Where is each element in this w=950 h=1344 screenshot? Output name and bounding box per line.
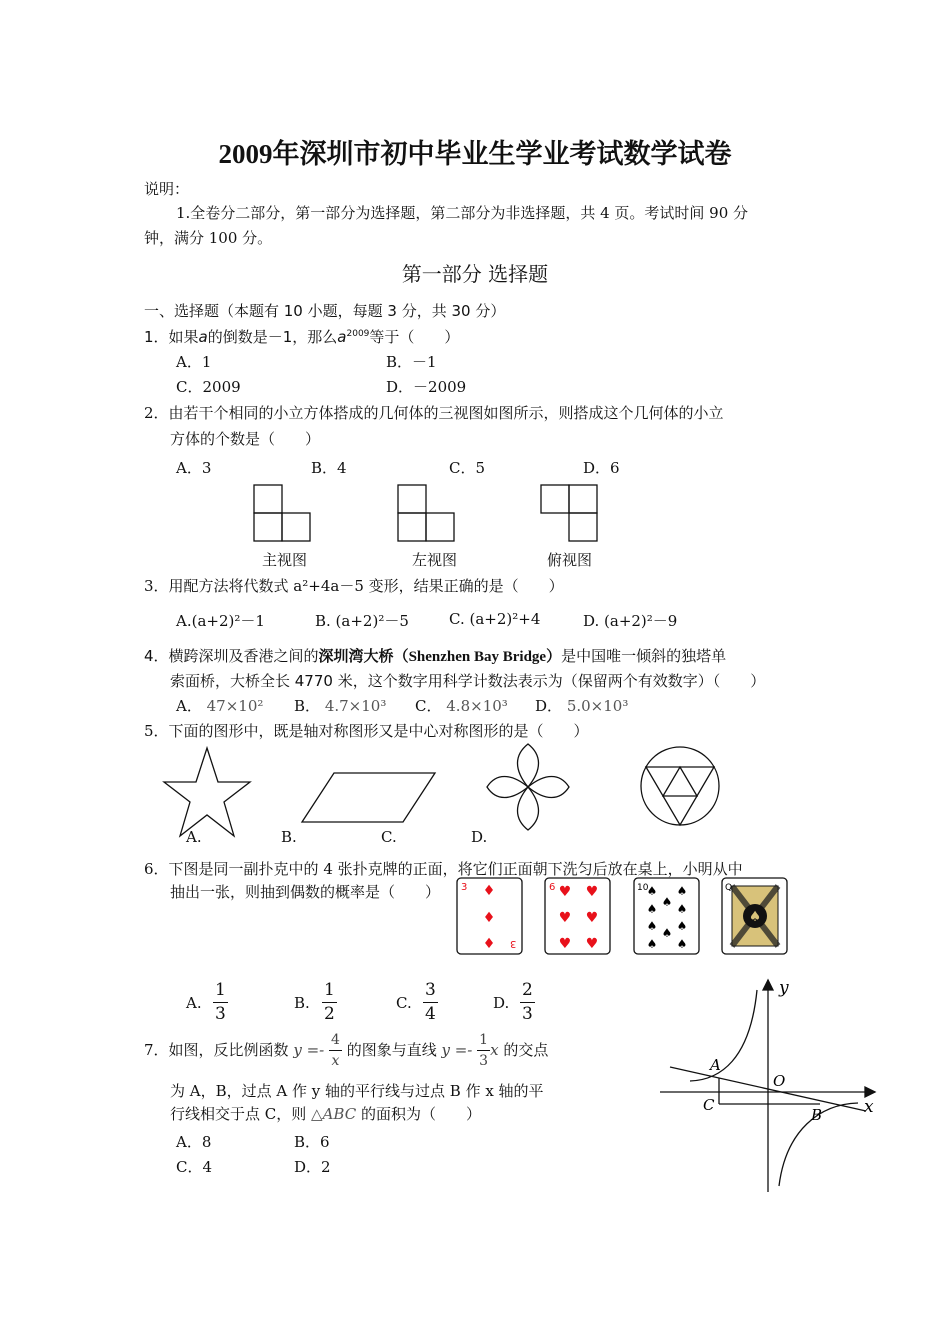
q2-line2: 方体的个数是（ ） <box>170 430 321 448</box>
q6-option-d-label: D. <box>493 994 510 1012</box>
svg-text:♦: ♦ <box>482 910 496 926</box>
instructions-heading: 说明： <box>144 180 190 198</box>
q5-label-c: C. <box>381 828 397 846</box>
q4-option-b: B． 4.7×10³ <box>294 697 387 715</box>
section1-header: 一、选择题（本题有 10 小题，每题 3 分，共 30 分） <box>144 302 506 320</box>
q6-option-a-label: A. <box>186 994 202 1012</box>
svg-text:♥: ♥ <box>585 884 599 900</box>
svg-text:♠: ♠ <box>646 937 658 951</box>
card-4-rank: Q <box>725 883 733 893</box>
q4-option-d: D． 5.0×10³ <box>535 697 629 715</box>
q1-option-a: A．1 <box>176 353 212 371</box>
q7-option-c: C．4 <box>176 1158 213 1176</box>
q2-view-left-label: 左视图 <box>412 551 458 569</box>
point-c-label: C <box>703 1096 715 1114</box>
q1-option-c: C．2009 <box>176 378 241 396</box>
q4-line2: 索面桥，大桥全长 4770 米，这个数字用科学计数法表示为（保留两个有效数字）（ ） <box>170 672 766 690</box>
q3-stem: 3．用配方法将代数式 a²+4a－5 变形，结果正确的是（ ） <box>144 577 564 595</box>
svg-text:♠: ♠ <box>676 884 688 898</box>
q5-label-d: D. <box>471 828 488 846</box>
q5-stem: 5．下面的图形中，既是轴对称图形又是中心对称图形的是（ ） <box>144 722 589 740</box>
q3-option-b: B. (a+2)²－5 <box>315 612 409 630</box>
q7-option-a: A．8 <box>176 1133 212 1151</box>
svg-text:♠: ♠ <box>676 919 688 933</box>
q4-option-a: A． 47×10² <box>176 697 264 715</box>
svg-text:♥: ♥ <box>558 910 572 926</box>
y-axis-label: y <box>779 978 789 998</box>
q6-option-c-fraction: $\frac{3}{4}$ <box>425 980 436 1024</box>
q7-option-d: D．2 <box>294 1158 331 1176</box>
q7-option-b: B．6 <box>294 1133 330 1151</box>
instructions-line2: 钟，满分 100 分。 <box>144 229 273 247</box>
card-2-rank: 6 <box>549 882 556 893</box>
q2-view-front-label: 主视图 <box>262 551 308 569</box>
page-title: 2009年深圳市初中毕业生学业考试数学试卷 <box>218 139 732 169</box>
q6-option-c-label: C. <box>396 994 412 1012</box>
svg-text:♥: ♥ <box>585 910 599 926</box>
card-1-rank-bottom: 3 <box>510 938 517 949</box>
q6-option-d-fraction: $\frac{2}{3}$ <box>522 980 533 1024</box>
svg-text:♥: ♥ <box>558 936 572 952</box>
q6-option-a-fraction: $\frac{1}{3}$ <box>215 980 226 1024</box>
q2-option-d: D．6 <box>583 459 620 477</box>
origin-label: O <box>773 1072 786 1090</box>
q6-line2: 抽出一张，则抽到偶数的概率是（ ） <box>170 883 441 901</box>
q1-option-b: B．－1 <box>386 353 437 371</box>
q7-line3: 行线相交于点 C，则 △ABC 的面积为（ ） <box>170 1105 481 1123</box>
svg-text:♦: ♦ <box>482 936 496 952</box>
hyperbola-upper-left <box>690 990 757 1081</box>
q5-label-b: B. <box>281 828 297 846</box>
q1-stem: 1．如果a的倒数是－1，那么$a^{2009}$等于（ ） <box>144 328 460 346</box>
svg-text:♠: ♠ <box>676 937 688 951</box>
card-1-rank: 3 <box>461 882 468 893</box>
point-a-label: A <box>710 1056 721 1074</box>
q4-line1: 4．横跨深圳及香港之间的深圳湾大桥（Shenzhen Bay Bridge）是中国唯一倾斜的独塔单 <box>144 647 727 665</box>
part1-title: 第一部分 选择题 <box>401 262 549 286</box>
q6-option-b-label: B. <box>294 994 310 1012</box>
q5-label-a: A. <box>186 828 202 846</box>
svg-text:♠: ♠ <box>661 895 673 909</box>
svg-text:♠: ♠ <box>748 909 762 925</box>
q2-option-b: B．4 <box>311 459 347 477</box>
q3-option-d: D. (a+2)²－9 <box>583 612 678 630</box>
q7-line2: 为 A，B，过点 A 作 y 轴的平行线与过点 B 作 x 轴的平 <box>170 1082 544 1100</box>
q6-option-b-fraction: $\frac{1}{2}$ <box>324 980 335 1024</box>
q3-option-c: C. (a+2)²+4 <box>449 610 541 628</box>
q6-line1: 6．下图是同一副扑克中的 4 张扑克牌的正面，将它们正面朝下洗匀后放在桌上，小明从中 <box>144 860 743 878</box>
q2-view-top-label: 俯视图 <box>547 551 593 569</box>
instructions-line1: 1.全卷分二部分，第一部分为选择题，第二部分为非选择题，共 4 页。考试时间 90 分 <box>176 204 749 222</box>
q4-option-c: C． 4.8×10³ <box>415 697 508 715</box>
svg-text:♠: ♠ <box>646 884 658 898</box>
svg-text:♦: ♦ <box>482 883 496 899</box>
q2-option-c: C．5 <box>449 459 486 477</box>
card-3-rank: 10 <box>637 883 649 893</box>
q7-line1: 7．如图，反比例函数 y =- $\frac{4}{x}$ 的图象与直线 y =- $\frac{1}{3}$ x 的交点 <box>144 1032 549 1069</box>
q1-option-d: D．－2009 <box>386 378 467 396</box>
x-axis-label: x <box>864 1097 874 1117</box>
q3-option-a: A.(a+2)²－1 <box>176 612 265 630</box>
svg-text:♠: ♠ <box>646 902 658 916</box>
svg-text:♥: ♥ <box>558 884 572 900</box>
point-b-label: B <box>811 1106 823 1124</box>
q2-line1: 2．由若干个相同的小立方体搭成的几何体的三视图如图所示，则搭成这个几何体的小立 <box>144 404 724 422</box>
svg-text:♠: ♠ <box>646 919 658 933</box>
svg-text:♥: ♥ <box>585 936 599 952</box>
svg-text:♠: ♠ <box>676 902 688 916</box>
svg-text:♠: ♠ <box>661 926 673 940</box>
q2-option-a: A．3 <box>176 459 212 477</box>
